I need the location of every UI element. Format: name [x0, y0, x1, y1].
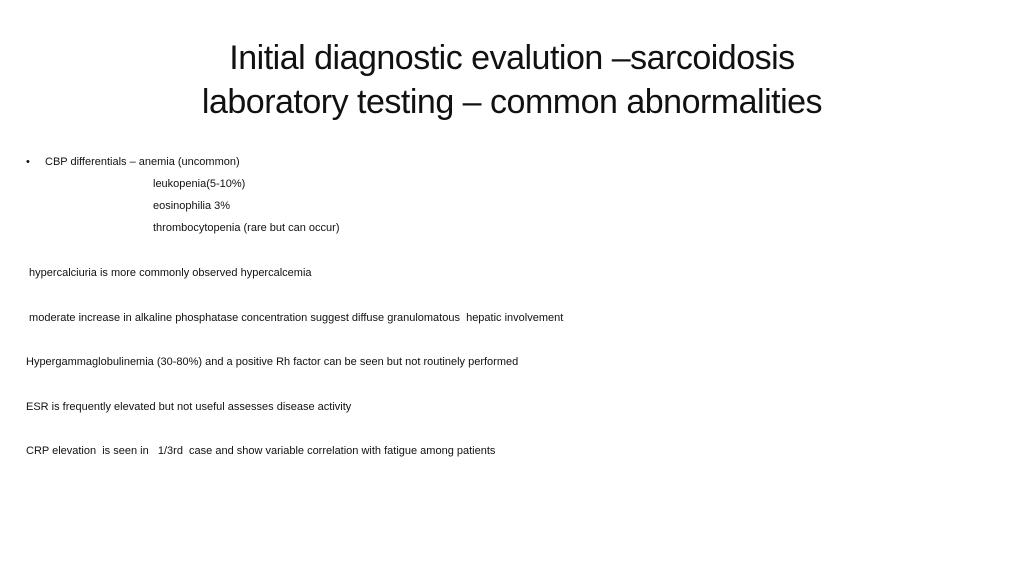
paragraph-esr: ESR is frequently elevated but not useful assesses disease activity [26, 401, 352, 413]
paragraph-crp: CRP elevation is seen in 1/3rd case and show variable correlation with fatigue among patients [26, 445, 496, 457]
title-line-1: Initial diagnostic evalution –sarcoidosis [229, 39, 795, 77]
sub-item-thrombocytopenia: thrombocytopenia (rare but can occur) [153, 222, 340, 234]
paragraph-alkaline-phosphatase: moderate increase in alkaline phosphatase concentration suggest diffuse granulomatous hepatic involvement [26, 312, 564, 324]
sub-item-eosinophilia: eosinophilia 3% [153, 200, 231, 212]
sub-item-leukopenia: leukopenia(5-10%) [153, 178, 246, 190]
paragraph-hypercalciuria: hypercalciuria is more commonly observed hypercalcemia [26, 267, 312, 279]
slide-title [0, 36, 1024, 124]
cbp-differentials-text: CBP differentials – anemia (uncommon) [45, 156, 240, 168]
cbp-bullet-item [26, 155, 240, 169]
bullet-icon: • [26, 156, 30, 168]
title-line-2: laboratory testing – common abnormalities [201, 83, 823, 121]
paragraph-hypergammaglobulinemia: Hypergammaglobulinemia (30-80%) and a positive Rh factor can be seen but not routinely performed [26, 356, 519, 368]
